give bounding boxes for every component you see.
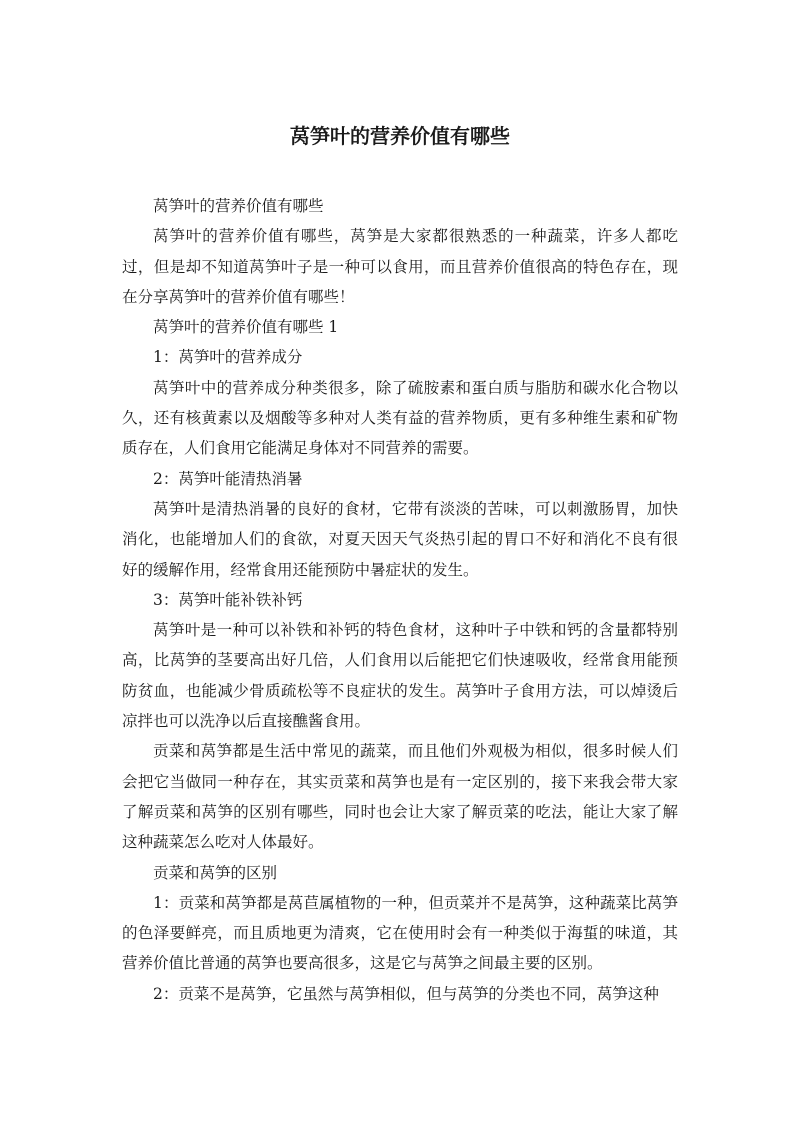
paragraph-iron-calcium: 莴笋叶是一种可以补铁和补钙的特色食材，这种叶子中铁和钙的含量都特别高，比莴笋的茎要高出好几倍，人们食用以后能把它们快速吸收，经常食用能预防贫血，也能减少骨质疏松等不良症状的发生。莴笋叶子食用方法，可以焯烫后凉拌也可以洗净以后直接醮酱食用。 bbox=[122, 621, 678, 731]
subheading-iron-calcium: 3：莴笋叶能补铁补钙 bbox=[153, 590, 303, 609]
paragraph-intro: 莴笋叶的营养价值有哪些，莴笋是大家都很熟悉的一种蔬菜，许多人都吃过，但是却不知道莴笋叶子是一种可以食用，而且营养价值很高的特色存在，现在分享莴笋叶的营养价值有哪些！ bbox=[122, 227, 678, 306]
document-title: 莴笋叶的营养价值有哪些 bbox=[290, 124, 510, 148]
paragraph-gongcai-intro: 贡菜和莴笋都是生活中常见的蔬菜，而且他们外观极为相似，很多时候人们会把它当做同一种存在，其实贡菜和莴笋也是有一定区别的，接下来我会带大家了解贡菜和莴笋的区别有哪些，同时也会让大家了解贡菜的吃法，能让大家了解这种蔬菜怎么吃对人体最好。 bbox=[122, 742, 678, 852]
document-body bbox=[122, 191, 678, 1009]
subheading-difference: 贡菜和莴笋的区别 bbox=[153, 863, 278, 882]
section-heading-1: 莴笋叶的营养价值有哪些 1 bbox=[153, 318, 339, 337]
paragraph-nutrients: 莴笋叶中的营养成分种类很多，除了硫胺素和蛋白质与脂肪和碳水化合物以久，还有核黄素以及烟酸等多种对人类有益的营养物质，更有多种维生素和矿物质存在，人们食用它能满足身体对不同营养的需要。 bbox=[122, 378, 678, 458]
subheading-nutrients: 1：莴笋叶的营养成分 bbox=[153, 348, 303, 367]
subheading-heat-relief: 2：莴笋叶能清热消暑 bbox=[153, 469, 303, 488]
paragraph-subtitle: 莴笋叶的营养价值有哪些 bbox=[153, 197, 324, 215]
paragraph-difference-1: 1：贡菜和莴笋都是莴苣属植物的一种，但贡菜并不是莴笋，这种蔬菜比莴笋的色泽要鲜亮，而且质地更为清爽，它在使用时会有一种类似于海蜇的味道，其营养价值比普通的莴笋也要高很多，这是它与莴笋之间最主要的区别。 bbox=[122, 893, 678, 973]
paragraph-difference-2: 2：贡菜不是莴笋，它虽然与莴笋相似，但与莴笋的分类也不同，莴笋这种 bbox=[153, 984, 659, 1003]
paragraph-heat-relief: 莴笋叶是清热消暑的良好的食材，它带有淡淡的苦味，可以刺激肠胃，加快消化，也能增加人们的食欲，对夏天因天气炎热引起的胃口不好和消化不良有很好的缓解作用，经常食用还能预防中暑症状的发生。 bbox=[122, 499, 678, 579]
